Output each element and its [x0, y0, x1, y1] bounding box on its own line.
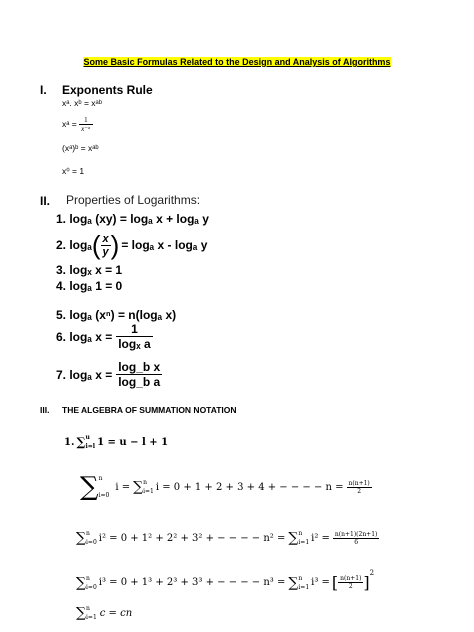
right-bracket-icon: ] — [363, 573, 370, 592]
summation-rule-5-upper: n — [86, 605, 90, 612]
summation-rule-3-mid-upper: n — [298, 530, 303, 537]
summation-rule-3-mid-lower: i=1 — [298, 539, 310, 546]
summation-rule-1-limits — [86, 433, 96, 451]
summation-rule-3-body: i² = 0 + 1² + 2² + 3² + − − − − n² = — [98, 532, 286, 544]
summation-rule-2-lhs: i = — [115, 481, 131, 493]
page-title: Some Basic Formulas Related to the Design and Analysis of Algorithms — [83, 57, 391, 67]
log-rule-2-den: y — [102, 245, 109, 258]
summation-rule-4-frac-den: 2 — [348, 583, 353, 590]
log-rule-3: 3. logₓ x = 1 — [56, 263, 123, 277]
summation-rule-4-frac-num: n(n+1) — [340, 575, 362, 582]
sigma-icon: ∑ — [76, 574, 86, 591]
left-paren-icon: ( — [91, 230, 101, 260]
log-rule-2-num: x — [102, 232, 109, 245]
summation-rule-4-mid-body: i³ = — [311, 577, 330, 588]
summation-rule-4-upper: n — [86, 574, 90, 582]
summation-rule-1-lower: i=l — [85, 443, 96, 450]
log-rule-2-lhs: 2. logₐ — [56, 238, 92, 252]
summation-rule-3-mid-body: i² = — [311, 532, 330, 544]
exponent-rule-2-fraction — [79, 116, 93, 133]
sigma-icon: ∑ — [133, 479, 144, 495]
section-logs-numeral: II. — [40, 194, 51, 208]
summation-rule-4-fraction — [338, 575, 363, 590]
summation-rule-2-limits — [99, 474, 110, 500]
summation-rule-3 — [76, 529, 379, 547]
log-rule-5: 5. logₐ (xⁿ) = n(logₐ x) — [56, 308, 177, 322]
summation-rule-4-mid-upper: n — [298, 574, 303, 582]
summation-rule-4-lower: i=0 — [86, 583, 97, 591]
summation-rule-2-mid-limits — [143, 478, 154, 496]
left-bracket-icon: [ — [331, 573, 339, 592]
summation-rule-2-mid-lower: i=1 — [143, 488, 154, 495]
section-summation-numeral: III. — [40, 405, 50, 415]
exponent-rule-2 — [62, 116, 93, 133]
summation-rule-3-lower: i=0 — [86, 539, 97, 546]
right-paren-icon: ) — [110, 230, 120, 260]
summation-rule-4-body: i³ = 0 + 1³ + 2³ + 3³ + − − − − n³ = — [98, 577, 286, 588]
summation-rule-4-mid-lower: i=1 — [298, 583, 310, 591]
log-rule-4: 4. logₐ 1 = 0 — [56, 279, 123, 293]
summation-rule-3-frac-num: n(n+1)(2n+1) — [334, 530, 378, 538]
summation-rule-3-frac-den: 6 — [354, 538, 359, 546]
section-logs-heading: Properties of Logarithms: — [66, 193, 201, 207]
exponent-rule-2-den: x⁻ᵃ — [81, 125, 91, 133]
summation-rule-5-lower: i=1 — [86, 614, 97, 621]
summation-rule-3-upper: n — [86, 530, 90, 537]
summation-rule-2-lower: i=0 — [98, 492, 110, 499]
log-rule-2-rhs: = logₐ x - logₐ y — [121, 238, 208, 252]
summation-rule-2-frac-num: n(n+1) — [348, 479, 370, 487]
log-rule-6-num: 1 — [116, 322, 152, 337]
summation-rule-1-upper: u — [85, 434, 90, 441]
summation-rule-4-mid-limits — [298, 574, 309, 592]
log-rule-7-lhs: 7. logₐ x = — [56, 367, 113, 382]
summation-rule-2 — [80, 474, 372, 500]
summation-rule-1 — [64, 433, 168, 451]
exponent-rule-4: x⁰ = 1 — [62, 166, 85, 176]
exponent-rule-2-lhs: xᵃ = — [62, 118, 77, 129]
summation-rule-4: ∑ n i=0 i³ = 0 + 1³ + 2³ + 3³ + − − − − n³ = ∑ n i=1 i³ = [ $\frac{n(n+1)}{2}$ ] 2 — [76, 569, 375, 592]
log-rule-6-den: logₓ a — [118, 337, 151, 351]
sigma-icon: ∑ — [76, 605, 86, 621]
log-rule-7-num: log_b x — [118, 360, 161, 374]
summation-rule-5-body: c = cn — [99, 607, 133, 619]
exponent-rule-2-num: 1 — [79, 116, 93, 125]
sigma-icon: ∑ — [80, 472, 99, 502]
summation-rule-1-prefix: 1. — [64, 436, 75, 448]
summation-rule-3-limits — [86, 529, 97, 547]
section-exponents-heading: Exponents Rule — [62, 83, 153, 97]
log-rule-6 — [56, 322, 153, 351]
log-rule-6-lhs: 6. logₐ x = — [56, 329, 113, 344]
summation-rule-2-rhs: i = 0 + 1 + 2 + 3 + 4 + − − − − n = — [155, 481, 344, 493]
exponent-rule-3: (xᵃ)ᵇ = xᵃᵇ — [62, 143, 99, 153]
section-summation-heading: THE ALGEBRA OF SUMMATION NOTATION — [62, 405, 237, 415]
summation-rule-4-limits — [86, 574, 97, 592]
log-rule-7 — [56, 360, 162, 389]
sigma-icon: ∑ — [288, 530, 299, 546]
summation-rule-2-frac-den: 2 — [357, 487, 362, 495]
log-rule-6-fraction — [116, 322, 152, 351]
exponent-rule-1: xᵃ. xᵇ = xᵃᵇ — [62, 98, 102, 108]
summation-rule-2-mid-upper: n — [143, 479, 147, 486]
summation-rule-3-fraction — [333, 531, 379, 546]
log-rule-7-fraction — [116, 360, 162, 389]
log-rule-1: 1. logₐ (xy) = logₐ x + logₐ y — [56, 212, 209, 226]
section-exponents-numeral: I. — [40, 83, 47, 97]
log-rule-2 — [56, 229, 207, 261]
log-rule-2-fraction — [101, 233, 111, 258]
summation-rule-5-limits — [86, 604, 97, 622]
sigma-icon: ∑ — [288, 574, 299, 591]
summation-rule-3-mid-limits — [298, 529, 309, 547]
summation-rule-2-fraction — [347, 480, 372, 495]
summation-rule-2-upper: n — [98, 475, 103, 482]
sigma-icon: ∑ — [76, 530, 86, 546]
sigma-icon: ∑ — [76, 435, 86, 449]
log-rule-7-den: log_b a — [118, 375, 161, 389]
summation-rule-5 — [76, 604, 132, 622]
summation-rule-1-body: 1 = u − l + 1 — [97, 436, 169, 448]
